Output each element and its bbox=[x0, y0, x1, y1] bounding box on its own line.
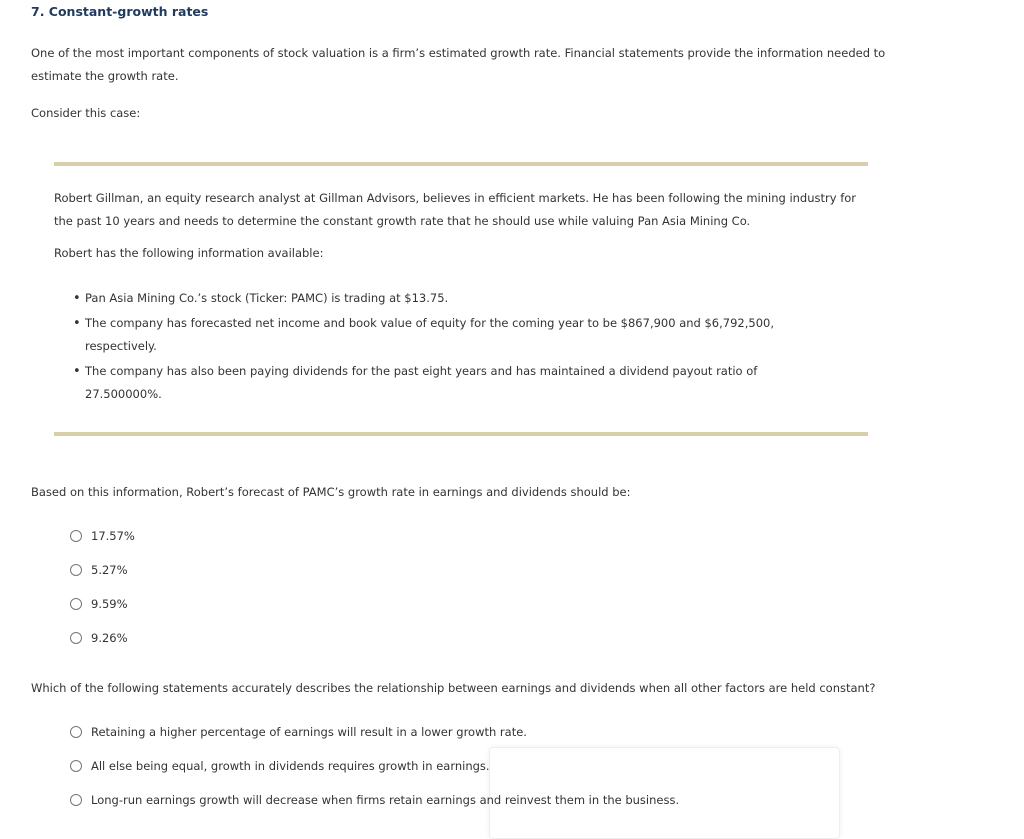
consider-label: Consider this case: bbox=[31, 106, 141, 120]
option-label: Retaining a higher percentage of earnings will result in a lower growth rate. bbox=[91, 725, 527, 739]
case-paragraph: Robert Gillman, an equity research analyst at Gillman Advisors, believes in efficient markets. He has been following the mining industry for the past 10 years and needs to determine the constant growth rate that he should use while valuing Pan Asia Mining Co. bbox=[54, 191, 857, 228]
q1-option-1[interactable] bbox=[70, 529, 135, 543]
case-bottom-divider bbox=[54, 432, 868, 436]
case-bullet-list bbox=[72, 287, 802, 408]
question-title: 7. Constant-growth rates bbox=[31, 4, 209, 19]
question2-prompt: Which of the following statements accurately describes the relationship between earnings and dividends when all other factors are held constant? bbox=[31, 681, 876, 695]
bullet-text: The company has also been paying dividends for the past eight years and has maintained a dividend payout ratio of 27.500000%. bbox=[85, 364, 758, 401]
radio-button[interactable] bbox=[70, 794, 82, 806]
bullet-text: Pan Asia Mining Co.’s stock (Ticker: PAMC) is trading at $13.75. bbox=[85, 291, 449, 305]
bullet-icon: • bbox=[73, 364, 81, 379]
radio-button[interactable] bbox=[70, 564, 82, 576]
option-label: 17.57% bbox=[91, 529, 135, 543]
option-label: 9.59% bbox=[91, 597, 128, 611]
q2-option-1[interactable] bbox=[70, 725, 527, 739]
option-label: 9.26% bbox=[91, 631, 128, 645]
q1-option-4[interactable] bbox=[70, 631, 128, 645]
q1-option-2[interactable] bbox=[70, 563, 128, 577]
option-label: 5.27% bbox=[91, 563, 128, 577]
bullet-icon: • bbox=[73, 316, 81, 331]
intro-paragraph: One of the most important components of stock valuation is a firm’s estimated growth rate. Financial statements provide the information needed to estimate the growth rate. bbox=[31, 46, 886, 83]
bullet-text: The company has forecasted net income and book value of equity for the coming year to be $867,900 and $6,792,500, respectively. bbox=[85, 316, 774, 353]
q2-option-2[interactable] bbox=[70, 759, 490, 773]
option-label: Long-run earnings growth will decrease when firms retain earnings and reinvest them in the business. bbox=[91, 793, 680, 807]
bullet-stock-price bbox=[72, 287, 802, 310]
bullet-payout-ratio bbox=[72, 360, 802, 406]
radio-button[interactable] bbox=[70, 632, 82, 644]
option-label: All else being equal, growth in dividends requires growth in earnings. bbox=[91, 759, 490, 773]
radio-button[interactable] bbox=[70, 760, 82, 772]
radio-button[interactable] bbox=[70, 530, 82, 542]
bullet-forecast bbox=[72, 312, 802, 358]
question1-prompt: Based on this information, Robert’s forecast of PAMC’s growth rate in earnings and dividends should be: bbox=[31, 485, 631, 499]
bullet-icon: • bbox=[73, 291, 81, 306]
q1-option-3[interactable] bbox=[70, 597, 128, 611]
radio-button[interactable] bbox=[70, 598, 82, 610]
radio-button[interactable] bbox=[70, 726, 82, 738]
case-top-divider bbox=[54, 162, 868, 166]
available-info-label: Robert has the following information available: bbox=[54, 246, 324, 260]
q2-option-3[interactable] bbox=[70, 793, 679, 807]
